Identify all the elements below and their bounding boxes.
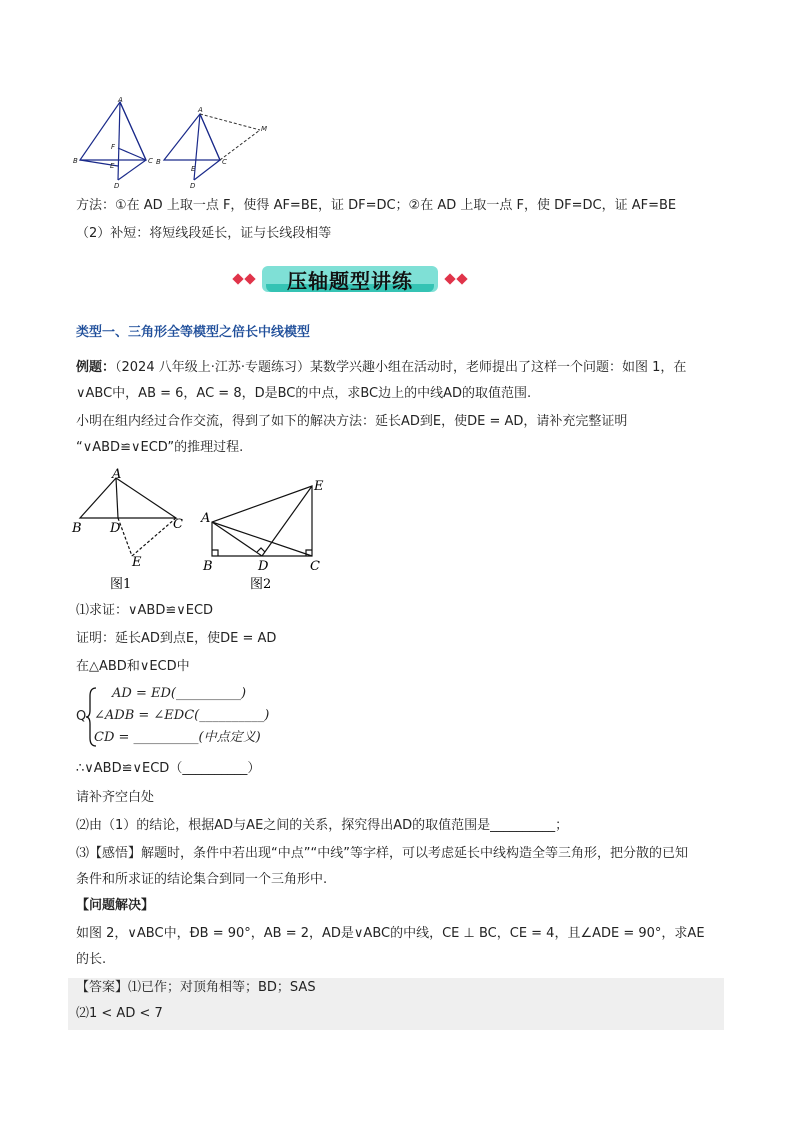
question-3-line-1: ⑶【感悟】解题时，条件中若出现“中点”“中线”等字样，可以考虑延长中线构造全等三角形，把分散的已知: [76, 846, 688, 861]
figure-1-label-B: B: [72, 521, 82, 536]
fig2-label-D: D: [190, 182, 196, 190]
method-line: 方法：①在 AD 上取一点 F，使得 AF=BE，证 DF=DC；②在 AD 上取一点 F，使 DF=DC，证 AF=BE: [76, 198, 677, 213]
type-heading: 类型一、三角形全等模型之倍长中线模型: [76, 325, 311, 340]
problem-line-2: 的长.: [76, 952, 107, 967]
because-symbol: Q: [76, 709, 87, 724]
fig1-label-C: C: [148, 157, 153, 165]
fig1-label-B: B: [73, 157, 78, 165]
question-2: ⑵由（1）的结论，根据AD与AE之间的关系，探究得出AD的取值范围是__________；: [76, 818, 569, 833]
top-triangle-figures: [70, 94, 280, 190]
fig1-label-E: E: [110, 162, 115, 170]
figure-2-label-A: A: [201, 511, 211, 526]
figure-2-label-C: C: [310, 559, 320, 574]
fig2-label-C: C: [222, 158, 227, 166]
proof-start: 证明：延长AD到点E，使DE = AD: [76, 631, 277, 646]
section-banner: [230, 262, 470, 296]
fig2-label-A: A: [198, 106, 203, 114]
example-label: 例题：: [76, 360, 116, 375]
proof-row-3: CD = __________(中点定义): [94, 730, 261, 745]
problem-line-1: 如图 2，∨ABC中，ÐB = 90°，AB = 2，AD是∨ABC的中线，CE ⊥ BC，CE = 4，且∠ADE = 90°，求AE: [76, 926, 705, 941]
problem-header: 【问题解决】: [76, 898, 155, 913]
answer-line-1: 【答案】⑴已作；对顶角相等；BD；SAS: [76, 980, 316, 995]
proof-in-triangles: 在△ABD和∨ECD中: [76, 659, 190, 674]
diamond-icon: [456, 273, 467, 284]
proof-conclusion: ∴∨ABD≌∨ECD（__________）: [76, 761, 261, 776]
figure-2-caption: 图2: [250, 577, 272, 592]
fig1-label-D: D: [114, 182, 120, 190]
fig2-label-E: E: [191, 165, 196, 173]
example-figures: [70, 468, 340, 594]
fill-blanks-note: 请补齐空白处: [76, 790, 155, 805]
proof-row-2: ∠ADB = ∠EDC(__________): [94, 708, 270, 723]
supplement-line: （2）补短：将短线段延长，证与长线段相等: [76, 226, 332, 241]
diamond-icon: [444, 273, 455, 284]
figure-1-label-A: A: [112, 468, 122, 482]
example-line-4: “∨ABD≌∨ECD”的推理过程.: [76, 440, 244, 455]
diamond-icon: [232, 273, 243, 284]
figure-1-label-E: E: [132, 555, 142, 570]
example-line-1: 例题：（2024 八年级上·江苏·专题练习）某数学兴趣小组在活动时，老师提出了这样一个问题：如图 1，在: [76, 360, 687, 375]
fig2-label-B: B: [156, 158, 161, 166]
diamond-icon: [244, 273, 255, 284]
fig1-label-A: A: [118, 96, 123, 104]
example-line-2: ∨ABC中，AB = 6，AC = 8，D是BC的中点，求BC边上的中线AD的取值范围.: [76, 386, 532, 401]
figure-1: [80, 478, 176, 518]
figure-2-label-B: B: [203, 559, 213, 574]
figure-1-caption: 图1: [110, 577, 132, 592]
figure-1-label-C: C: [173, 517, 183, 532]
banner-title: 压轴题型讲练: [287, 269, 413, 293]
fig1-label-F: F: [111, 143, 116, 151]
figure-2-label-E: E: [314, 479, 324, 494]
figure-2: [212, 486, 312, 556]
fig2-label-M: M: [261, 125, 268, 133]
figure-2-label-D: D: [258, 559, 269, 574]
question-1: ⑴求证：∨ABD≌∨ECD: [76, 603, 214, 618]
question-3-line-2: 条件和所求证的结论集合到同一个三角形中.: [76, 872, 328, 887]
example-line-3: 小明在组内经过合作交流，得到了如下的解决方法：延长AD到E，使DE = AD，请补充完整证明: [76, 414, 628, 429]
answer-line-2: ⑵1 < AD < 7: [76, 1006, 163, 1021]
proof-row-1: AD = ED(__________): [112, 686, 247, 701]
figure-1-label-D: D: [110, 521, 121, 536]
